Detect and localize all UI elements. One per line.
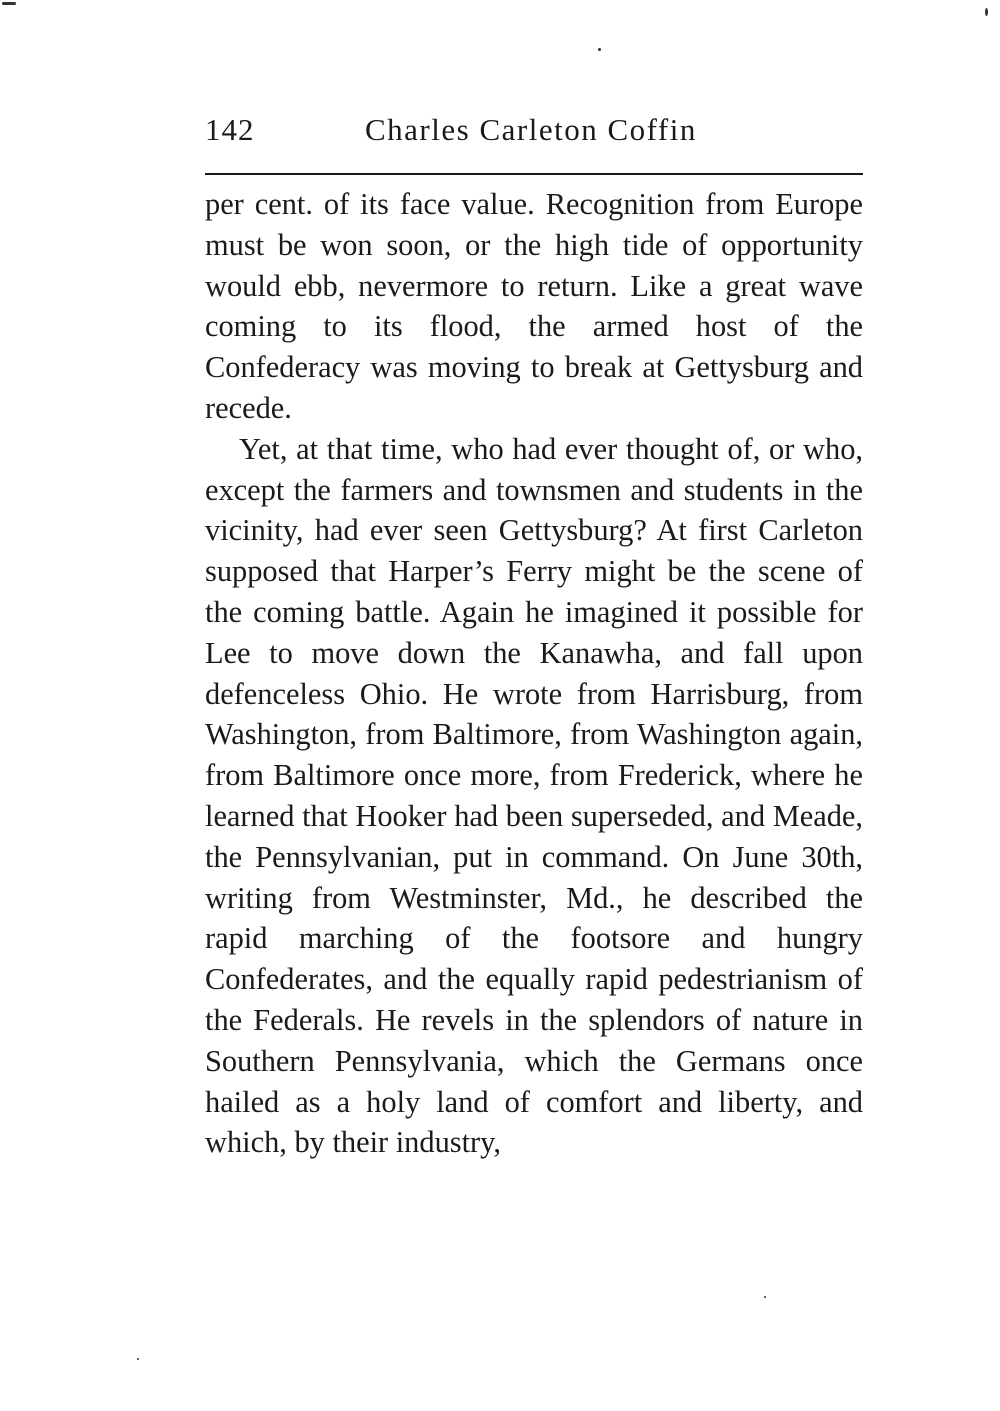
header-rule [205,173,863,175]
scan-speck [598,48,601,51]
page-header [205,112,863,162]
paragraph: per cent. of its face value. Recognition from Europe must be won soon, or the high tide of opportunity would ebb, nevermore to return. Like a great wave coming to its flood, the armed host of the Confederacy was moving to break at Gettysburg and recede. [205,187,863,425]
paragraph: Yet, at that time, who had ever thought of, or who, except the farmers and townsmen and students in the vicinity, had ever seen Gettysburg? At first Carleton supposed that Harper’s Ferry might be the scene of the coming battle. Again he imagined it possible for Lee to move down the Kanawha, and fall upon defenceless Ohio. He wrote from Harrisburg, from Washington, from Baltimore, from Washington again, from Baltimore once more, from Frederick, where he learned that Hooker had been superseded, and Meade, the Pennsylvanian, put in command. On June 30th, writing from Westminster, Md., he described the rapid marching of the footsore and hungry Confederates, and the equally rapid pedestrianism of the Federals. He revels in the splendors of nature in Southern Pennsylvania, which the Germans once hailed as a holy land of comfort and liberty, and which, by their industry, [205,431,863,1160]
scan-speck [764,1296,766,1298]
scan-speck [137,1358,139,1360]
body-text [205,184,863,1163]
scan-speck [2,2,16,5]
scan-speck [985,8,988,16]
page-number: 142 [205,112,255,147]
running-head: Charles Carleton Coffin [365,112,697,147]
